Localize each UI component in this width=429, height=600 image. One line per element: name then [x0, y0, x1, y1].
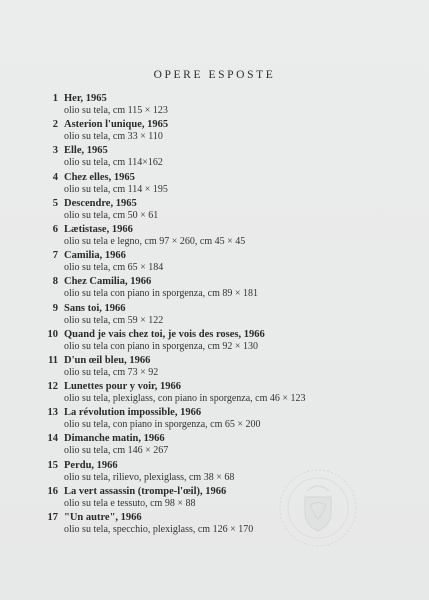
item-number: 16 [47, 485, 58, 497]
item-title: Camilia, 1966 [64, 250, 126, 262]
list-item [40, 93, 400, 119]
item-description: olio su tela, cm 50 × 61 [64, 209, 159, 221]
item-number: 13 [47, 407, 58, 419]
item-number: 17 [47, 512, 58, 523]
item-title: D'un œil bleu, 1966 [64, 354, 151, 366]
list-item [40, 329, 400, 355]
item-description: olio su tela, specchio, plexiglass, cm 126 × 170 [64, 524, 254, 535]
list-item [40, 407, 400, 433]
list-item [40, 355, 400, 381]
item-number: 1 [52, 93, 58, 104]
item-number: 3 [52, 145, 58, 157]
item-description: olio su tela, cm 115 × 123 [64, 105, 168, 116]
item-title: Chez elles, 1965 [64, 171, 135, 183]
item-description: olio su tela, cm 33 × 110 [64, 131, 163, 143]
item-title: Quand je vais chez toi, je vois des roses, 1966 [64, 328, 265, 340]
list-item [40, 172, 400, 198]
item-number: 11 [48, 354, 58, 366]
item-number: 2 [52, 119, 58, 131]
item-title: Asterion l'unique, 1965 [64, 119, 169, 131]
item-number: 9 [52, 302, 58, 314]
item-title: La vert assassin (trompe-l'œil), 1966 [64, 485, 227, 497]
item-number: 10 [47, 328, 58, 340]
item-number: 4 [52, 171, 58, 183]
item-description: olio su tela, cm 114×162 [64, 157, 163, 169]
item-number: 7 [52, 250, 58, 262]
list-item [40, 276, 400, 302]
list-item [40, 303, 400, 329]
item-number: 6 [52, 223, 58, 235]
item-description: olio su tela, rilievo, plexiglass, cm 38 × 68 [64, 471, 235, 483]
item-title: Elle, 1965 [64, 145, 108, 157]
item-description: olio su tela, cm 65 × 184 [64, 262, 164, 274]
list-item [40, 145, 400, 171]
list-item [40, 119, 400, 145]
item-description: olio su tela e tessuto, cm 98 × 88 [64, 497, 196, 509]
item-title: Sans toi, 1966 [64, 302, 126, 314]
item-description: olio su tela e legno, cm 97 × 260, cm 45 × 45 [64, 235, 246, 247]
list-item [40, 224, 400, 250]
item-description: olio su tela, con piano in sporgenza, cm 65 × 200 [64, 419, 261, 431]
list-item [40, 381, 400, 407]
item-description: olio su tela con piano in sporgenza, cm 92 × 130 [64, 340, 259, 352]
item-title: Her, 1965 [64, 93, 107, 104]
list-item [40, 250, 400, 276]
item-title: Lætistase, 1966 [64, 223, 133, 235]
item-description: olio su tela, cm 73 × 92 [64, 366, 159, 378]
item-description: olio su tela, cm 146 × 267 [64, 445, 169, 457]
page-heading: OPERE ESPOSTE [153, 69, 276, 81]
item-title: Perdu, 1966 [64, 459, 118, 471]
item-title: Lunettes pour y voir, 1966 [64, 381, 181, 393]
item-description: olio su tela, plexiglass, con piano in sporgenza, cm 46 × 123 [64, 393, 306, 405]
item-number: 15 [47, 459, 58, 471]
item-description: olio su tela, cm 59 × 122 [64, 314, 164, 326]
list-item [40, 433, 400, 459]
embossed-seal-icon [277, 467, 359, 549]
item-number: 12 [47, 381, 58, 393]
item-number: 5 [52, 197, 58, 209]
item-description: olio su tela con piano in sporgenza, cm 89 × 181 [64, 288, 259, 300]
list-item [40, 198, 400, 224]
item-title: La révolution impossible, 1966 [64, 407, 202, 419]
item-title: Descendre, 1965 [64, 197, 137, 209]
item-title: Chez Camilia, 1966 [64, 276, 152, 288]
item-number: 8 [52, 276, 58, 288]
item-title: Dimanche matin, 1966 [64, 433, 165, 445]
item-number: 14 [47, 433, 58, 445]
item-title: "Un autre", 1966 [64, 512, 142, 523]
item-description: olio su tela, cm 114 × 195 [64, 183, 168, 195]
